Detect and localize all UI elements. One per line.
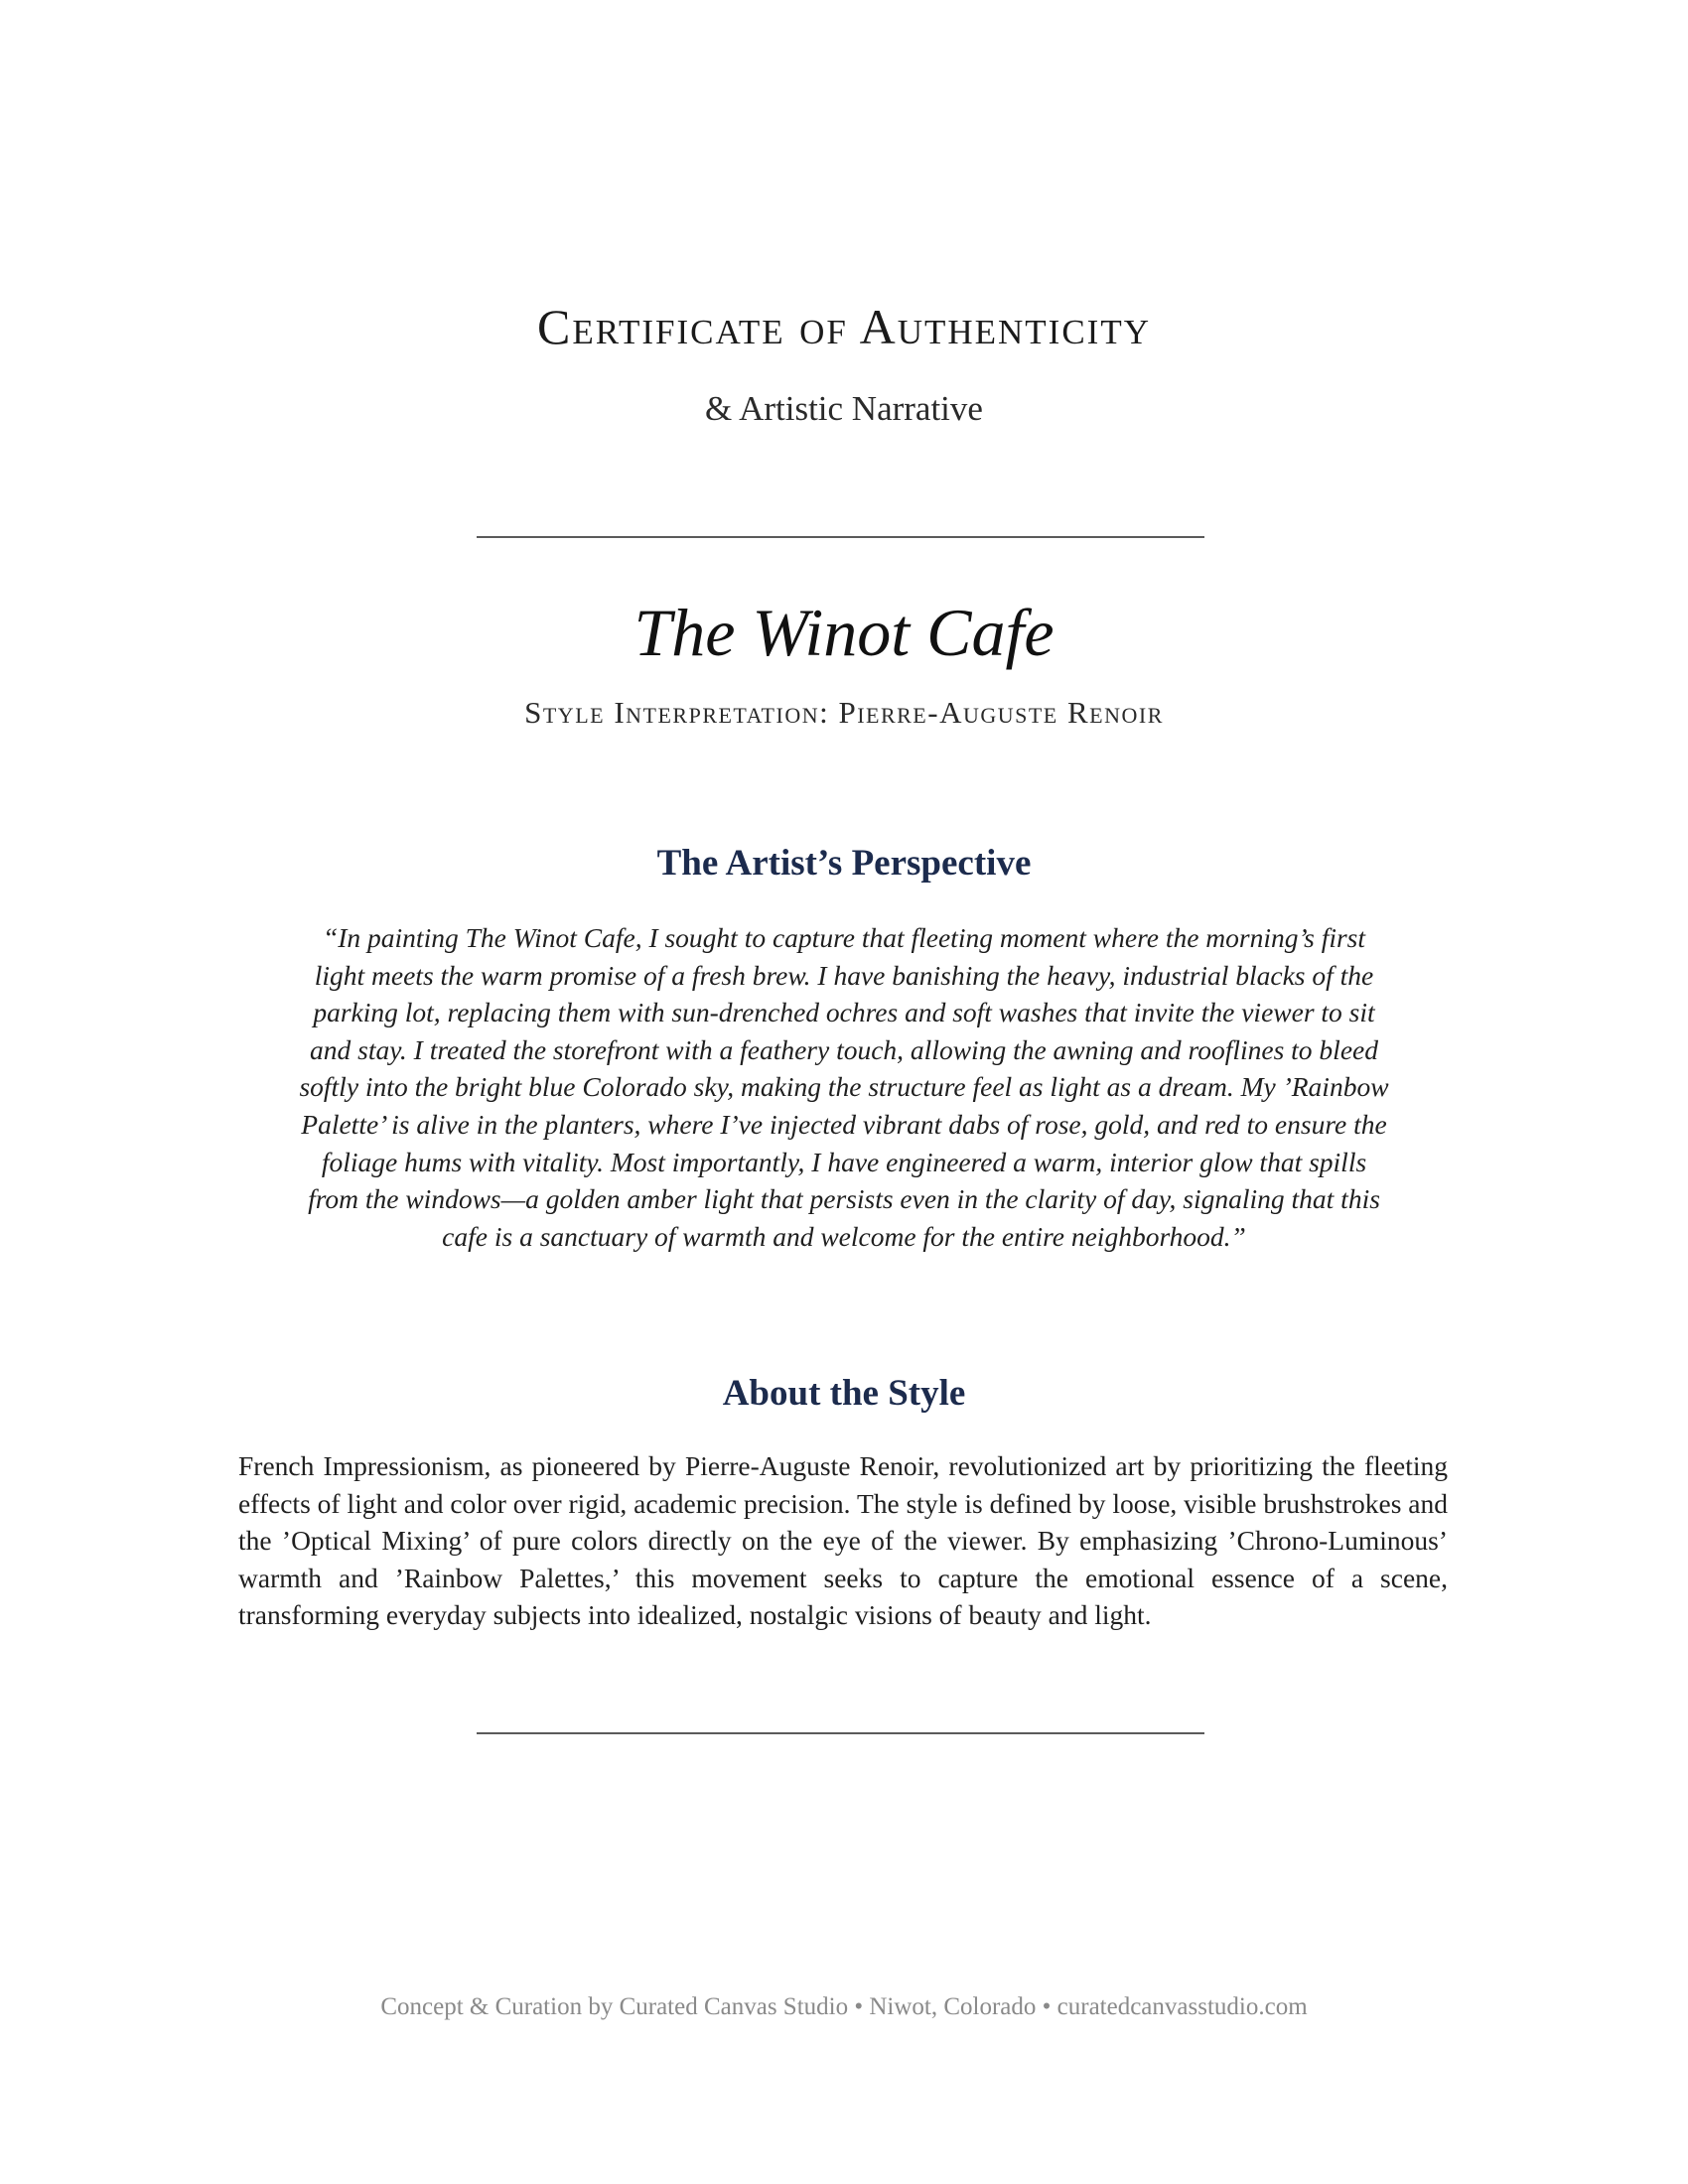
certificate-title: Certificate of Authenticity (537, 299, 1151, 354)
about-style-heading: About the Style (722, 1373, 966, 1414)
bottom-divider (477, 1732, 1204, 1734)
artist-quote: “In painting The Winot Cafe, I sought to capture that fleeting moment where the morning’s first light meets the warm promise of a fresh brew. I have banishing the heavy, industrial blacks of the parking lot, replacing them with sun-drenched ochres and soft washes that invite the viewer to sit and stay. I treated the storefront with a feathery touch, allowing the awning and rooflines to bleed softly into the bright blue Colorado sky, making the structure feel as light as a dream. My ’Rainbow Palette’ is alive in the planters, where I’ve injected vibrant dabs of rose, gold, and red to ensure the foliage hums with vitality. Most importantly, I have engineered a warm, interior glow that spills from the windows—a golden amber light that persists even in the clarity of day, signaling that this cafe is a sanctuary of warmth and welcome for the entire neighborhood.” (299, 922, 1389, 1252)
certificate-subtitle: & Artistic Narrative (705, 389, 983, 428)
footer-credits: Concept & Curation by Curated Canvas Studio • Niwot, Colorado • curatedcanvasstudio.com (380, 1993, 1308, 2020)
artwork-title: The Winot Cafe (633, 595, 1055, 670)
artist-perspective-heading: The Artist’s Perspective (656, 843, 1032, 884)
top-divider (477, 536, 1204, 538)
style-interpretation: Style Interpretation: Pierre-Auguste Renoir (524, 695, 1164, 730)
about-style-body: French Impressionism, as pioneered by Pierre-Auguste Renoir, revolutionized art by prioritizing the fleeting effects of light and color over rigid, academic precision. The style is defined by loose, visible brushstrokes and the ’Optical Mixing’ of pure colors directly on the eye of the viewer. By emphasizing ’Chrono-Luminous’ warmth and ’Rainbow Palettes,’ this movement seeks to capture the emotional essence of a scene, transforming everyday subjects into idealized, nostalgic visions of beauty and light. (238, 1450, 1448, 1631)
